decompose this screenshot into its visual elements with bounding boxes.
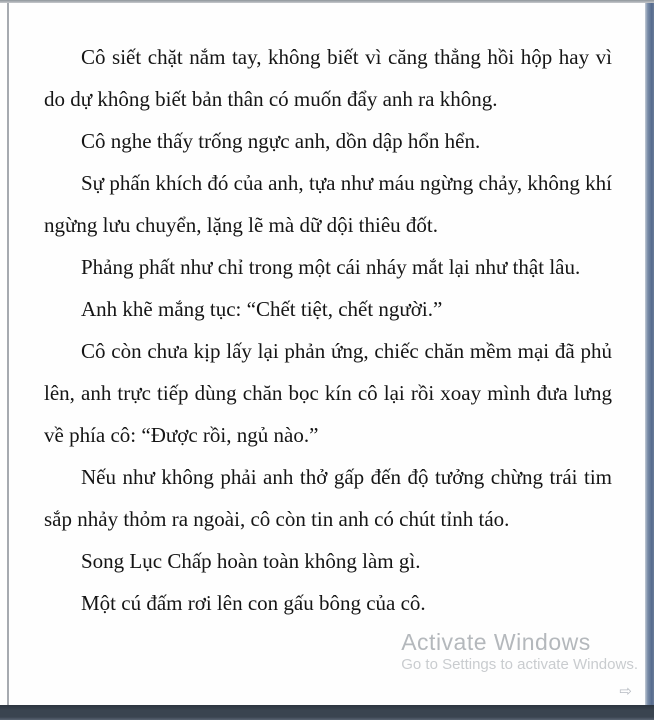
paragraph: Cô còn chưa kịp lấy lại phản ứng, chiếc chăn mềm mại đã phủ lên, anh trực tiếp dùng chăn bọc kín cô lại rồi xoay mình đưa lưng về phía cô: “Được rồi, ngủ nào.”: [44, 339, 612, 447]
paragraph: Anh khẽ mắng tục: “Chết tiệt, chết người.”: [81, 297, 443, 321]
paragraph: Cô siết chặt nắm tay, không biết vì căng thẳng hồi hộp hay vì do dự không biết bản thân có muốn đẩy anh ra không.: [44, 45, 612, 111]
activate-windows-watermark: [401, 629, 638, 675]
paragraph: Nếu như không phải anh thở gấp đến độ tưởng chừng trái tim sắp nhảy thỏm ra ngoài, cô còn tin anh có chút tỉnh táo.: [44, 465, 612, 531]
page-border-left: [7, 3, 9, 705]
cursor-arrow-icon: ⇨: [619, 682, 632, 700]
paragraph: Sự phấn khích đó của anh, tựa như máu ngừng chảy, không khí ngừng lưu chuyển, lặng lẽ mà dữ dội thiêu đốt.: [44, 171, 612, 237]
watermark-subtitle: Go to Settings to activate Windows.: [401, 656, 638, 673]
page-border-right: [645, 3, 654, 705]
text-block: [44, 36, 612, 624]
page-border-top: [0, 0, 654, 3]
bottom-bar: [0, 705, 654, 720]
watermark-title: Activate Windows: [401, 629, 591, 655]
paragraph: Phảng phất như chỉ trong một cái nháy mắt lại như thật lâu.: [81, 255, 581, 279]
paragraph: Song Lục Chấp hoàn toàn không làm gì.: [81, 549, 421, 573]
paragraph: Cô nghe thấy trống ngực anh, dồn dập hổn hển.: [81, 129, 481, 153]
paragraph: Một cú đấm rơi lên con gấu bông của cô.: [81, 591, 426, 615]
